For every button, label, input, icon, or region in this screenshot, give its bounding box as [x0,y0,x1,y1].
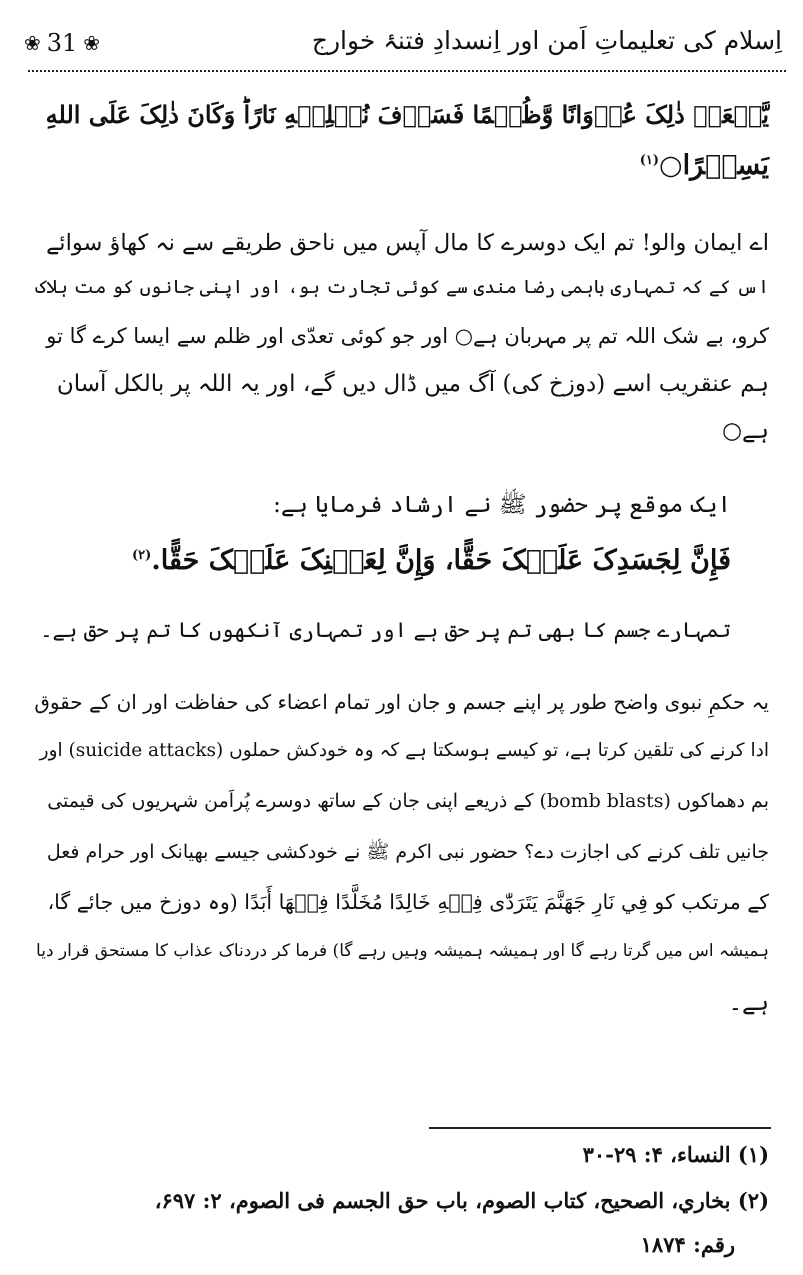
paragraph-line: جانیں تلف کرنے کی اجازت دے؟ حضور نبی اکرم ﷺ نے خودکشی جیسے بھیانک اور حرام فعل [46,841,769,863]
paragraph-line: ہے۔ [728,990,769,1016]
running-title: اِسلام کی تعلیماتِ اَمن اور اِنسدادِ فتنۂ خوارج [311,26,782,55]
hadith-arabic [132,545,731,576]
paragraph-line: کے مرتکب کو فِي نَارِ جَهَنَّمَ يَتَرَدّٰى فِيۡهِ خَالِدًا مُخَلَّدًا فِيۡهَا أَبَدًا (وہ دوزخ میں جائے گا، [47,890,769,914]
paragraph-line: یہ حکمِ نبوی واضح طور پر اپنے جسم و جان اور تمام اعضاء کی حفاظت اور ان کے حقوق [34,690,769,714]
ornament-right-icon: ❀ [83,31,101,55]
page-number-text: 31 [46,29,78,57]
verse-line-2 [640,150,769,181]
header-divider [28,70,786,72]
footnote-2: (۲) بخاري، الصحيح، کتاب الصوم، باب حق الجسم فی الصوم، ۲: ۶۹۷، [154,1188,769,1213]
hadith-intro: ایک موقع پر حضور ﷺ نے ارشاد فرمایا ہے: [273,492,731,518]
verse-line-2-text: يَسِيۡرًا○ [659,150,769,181]
translation-line: ہم عنقریب اسے (دوزخ کی) آگ میں ڈال دیں گے، اور یہ اللہ پر بالکل آسان [56,371,769,397]
verse-line-1: يَّفۡعَلۡ ذٰلِکَ عُدۡوَانًا وَّظُلۡمًا فَسَوۡفَ نُصۡلِيۡهِ نَارًاؕ وَکَانَ ذٰلِکَ عَلَى اللهِ [45,100,769,129]
footnote-divider [429,1127,771,1129]
paragraph-line: بم دھماکوں (bomb blasts) کے ذریعے اپنی جان کے ساتھ دوسرے پُراَمن شہریوں کی قیمتی [47,790,769,812]
translation-line: کرو، بے شک اللہ تم پر مہربان ہے○ اور جو کوئی تعدّی اور ظلم سے ایسا کرے گا تو [46,324,769,348]
hadith-arabic-text: فَإِنَّ لِجَسَدِکَ عَلَيۡکَ حَقًّا، وَإِنَّ لِعَيۡنِکَ عَلَيۡکَ حَقًّا. [151,545,731,576]
verse-footnote-ref: (۱) [639,153,660,168]
ornament-left-icon: ❀ [23,31,41,55]
translation-line: اس کے کہ تمہاری باہمی رضا مندی سے کوئی تجارت ہو، اور اپنی جانوں کو مت ہلاک [35,277,769,298]
hadith-footnote-ref: (۲) [132,548,152,563]
translation-line: اے ایمان والو! تم ایک دوسرے کا مال آپس میں ناحق طریقے سے نہ کھاؤ سوائے [46,230,769,256]
hadith-translation: تمہارے جسم کا بھی تم پر حق ہے اور تمہاری آنکھوں کا تم پر حق ہے۔ [40,618,731,642]
footnote-1: (۱) النساء، ۴: ۲۹-۳۰ [582,1142,769,1167]
page-number [16,26,108,60]
translation-line: ہے○ [721,418,769,444]
paragraph-line: ادا کرنے کی تلقین کرتا ہے، تو کیسے ہوسکتا ہے کہ وہ خودکش حملوں (suicide attacks) اور [39,740,769,761]
footnote-2-continued: رقم: ۱۸۷۴ [640,1232,735,1257]
page-header [10,22,786,68]
paragraph-line: ہمیشہ اس میں گرتا رہے گا اور ہمیشہ ہمیشہ وہیں رہے گا) فرما کر دردناک عذاب کا مستحق قرار دیا [36,941,769,961]
